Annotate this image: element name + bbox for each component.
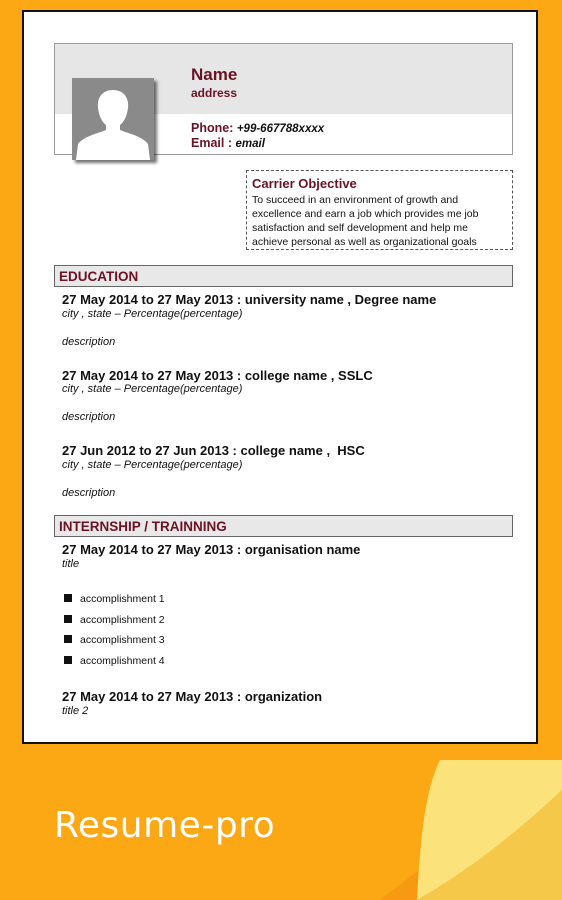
accomplishment-text: accomplishment 3 <box>80 634 165 646</box>
accomplishment-text: accomplishment 2 <box>80 614 165 626</box>
square-bullet-icon <box>64 656 72 664</box>
accomplishment-item <box>64 593 165 605</box>
education-entry-description: description <box>62 487 116 499</box>
accomplishment-item <box>64 634 165 646</box>
education-entry-location: city , state – Percentage(percentage) <box>62 383 243 395</box>
education-entry-description: description <box>62 411 116 423</box>
internship-entry-role: title 2 <box>62 705 89 717</box>
email-value: email <box>235 138 265 150</box>
phone-label: Phone: <box>191 121 234 135</box>
square-bullet-icon <box>64 594 72 602</box>
education-entry-title: 27 May 2014 to 27 May 2013 : college name , SSLC <box>62 368 373 383</box>
square-bullet-icon <box>64 635 72 643</box>
resume-header <box>54 43 513 155</box>
candidate-name: Name <box>191 65 238 84</box>
resume-sheet[interactable] <box>22 10 538 744</box>
objective-title: Carrier Objective <box>252 176 357 191</box>
career-objective-box <box>246 170 513 250</box>
education-entry-location: city , state – Percentage(percentage) <box>62 459 243 471</box>
phone-value: +99-667788xxxx <box>236 123 325 135</box>
accomplishment-text: accomplishment 4 <box>80 655 165 667</box>
education-entry-description: description <box>62 336 116 348</box>
candidate-address: address <box>191 86 238 100</box>
education-heading: EDUCATION <box>54 265 513 287</box>
education-entry-title: 27 Jun 2012 to 27 Jun 2013 : college name , HSC <box>62 443 365 458</box>
email-line <box>191 136 265 150</box>
accomplishment-text: accomplishment 1 <box>80 593 165 605</box>
phone-line <box>191 121 324 135</box>
avatar-silhouette-icon[interactable] <box>72 78 154 160</box>
internship-entry-role: title <box>62 558 80 570</box>
internship-heading: INTERNSHIP / TRAINNING <box>54 515 513 537</box>
internship-entry-title: 27 May 2014 to 27 May 2013 : organisation name <box>62 542 361 557</box>
education-entry-title: 27 May 2014 to 27 May 2013 : university name , Degree name <box>62 292 437 307</box>
internship-entry-title: 27 May 2014 to 27 May 2013 : organization <box>62 689 323 704</box>
email-label: Email : <box>191 136 232 150</box>
objective-text: To succeed in an environment of growth and excellence and earn a job which provides me job satisfaction and self development and help me achieve personal as well as organizational goals <box>252 194 479 248</box>
accomplishment-item <box>64 655 165 667</box>
app-brand-logo: Resume-pro <box>54 805 276 846</box>
square-bullet-icon <box>64 615 72 623</box>
accomplishment-item <box>64 614 165 626</box>
education-entry-location: city , state – Percentage(percentage) <box>62 308 243 320</box>
